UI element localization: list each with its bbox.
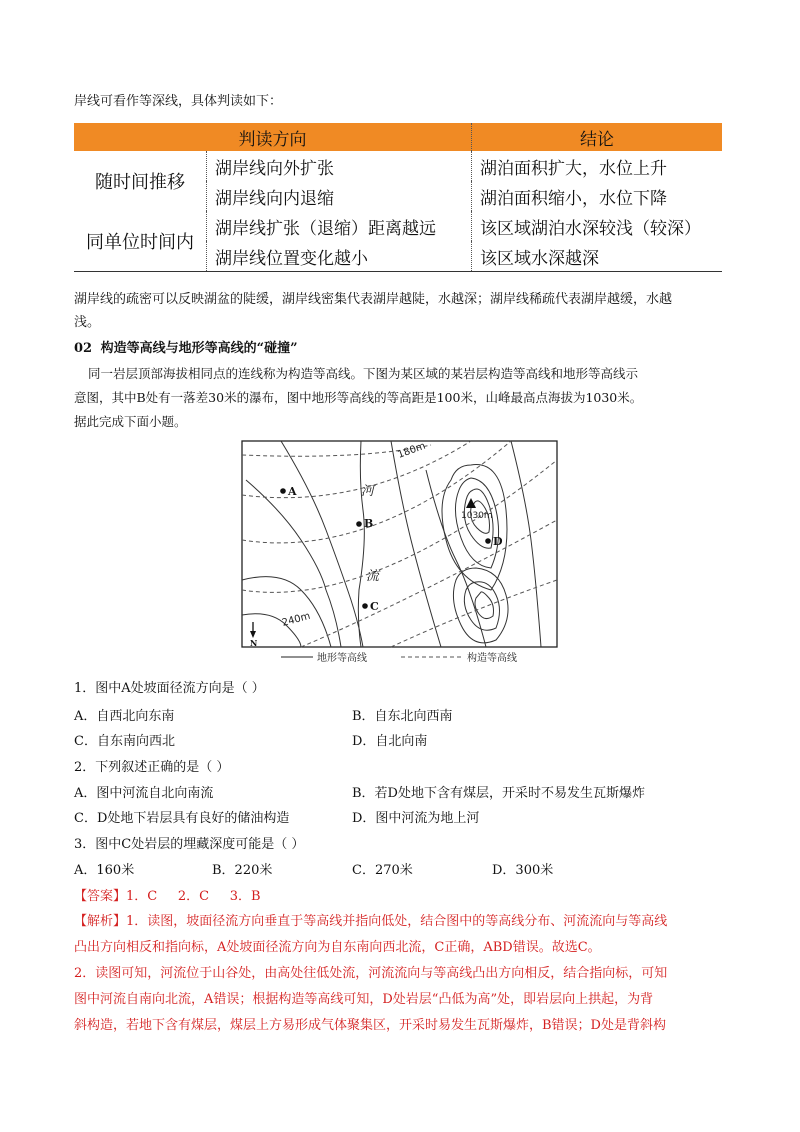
table-cell-direction: 湖岸线扩张（退缩）距离越远 [207, 211, 472, 241]
section-number: 02 [74, 341, 93, 356]
answer-label: 【答案】 [74, 889, 127, 904]
river-label-1: 河 [361, 484, 375, 499]
question-2-stem: 2．下列叙述正确的是（ ） [74, 760, 230, 775]
question-1-option-b: B．自东北向西南 [352, 709, 453, 724]
analysis-text: 1．读图，坡面径流方向垂直于等高线并指向低处，结合图中的等高线分布、河流流向与等高线 [126, 914, 668, 929]
table-cell-conclusion: 该区域湖泊水深较浅（较深） [480, 218, 701, 239]
point-c-marker [362, 603, 368, 609]
point-a-marker [280, 488, 286, 494]
question-2-option-d: D．图中河流为地上河 [352, 811, 480, 826]
question-3-stem: 3．图中C处岩层的埋藏深度可能是（ ） [74, 837, 305, 852]
section-heading [74, 340, 298, 358]
question-2-option-c: C．D处地下岩层具有良好的储油构造 [74, 811, 290, 826]
question-3-option-b: B．220米 [212, 863, 273, 878]
answer-text: 1．C 2．C 3．B [126, 889, 261, 904]
table-group-label: 同单位时间内 [74, 211, 207, 272]
table-cell-conclusion: 该区域水深越深 [472, 241, 723, 272]
question-2-option-a: A．图中河流自北向南流 [74, 786, 214, 801]
point-a-label: A [288, 485, 297, 498]
answer-line [74, 888, 261, 906]
contour-label-180: 180m [396, 440, 428, 461]
analysis-line-1 [74, 913, 667, 931]
table-cell-direction: 湖岸线位置变化越小 [207, 241, 472, 272]
intro-text: 岸线可看作等深线，具体判读如下： [74, 94, 283, 109]
north-label: N [250, 638, 258, 648]
table-cell-conclusion: 湖泊面积缩小，水位下降 [480, 188, 667, 209]
river-label-2: 流 [366, 569, 380, 584]
table-group-label: 随时间推移 [95, 172, 185, 193]
table-cell-conclusion: 湖泊面积扩大，水位上升 [480, 158, 667, 179]
question-3-option-d: D．300米 [492, 863, 554, 878]
question-1-option-c: C．自东南向西北 [74, 734, 175, 749]
point-d-marker [485, 538, 491, 544]
question-1-option-d: D．自北向南 [352, 734, 428, 749]
table-header-direction: 判读方向 [74, 123, 472, 151]
question-2-option-b: B．若D处地下含有煤层，开采时不易发生瓦斯爆炸 [352, 786, 645, 801]
question-3-option-c: C．270米 [352, 863, 413, 878]
judgement-table [74, 123, 722, 272]
section-title: 构造等高线与地形等高线的“碰撞” [100, 341, 298, 356]
legend-terrain-label: 地形等高线 [317, 653, 367, 664]
table-header-conclusion: 结论 [472, 123, 723, 151]
passage-line-3: 据此完成下面小题。 [74, 414, 187, 429]
note-line-2: 浅。 [74, 315, 101, 330]
note-line-1: 湖岸线的疏密可以反映湖盆的陡缓，湖岸线密集代表湖岸越陡，水越深；湖岸线稀疏代表湖岸越缓，水越 [74, 292, 673, 307]
question-3-option-a: A．160米 [74, 863, 135, 878]
point-c-label: C [370, 600, 379, 613]
question-1-stem: 1．图中A处坡面径流方向是（ ） [74, 681, 265, 696]
point-b-label: B [364, 517, 374, 530]
analysis-line-2: 凸出方向相反和指向标，A处坡面径流方向为自东南向西北流，C正确，ABD错误。故选C。 [74, 940, 601, 955]
point-d-label: D [493, 535, 503, 548]
passage-line-1: 同一岩层顶部海拔相同点的连线称为构造等高线。下图为某区域的某岩层构造等高线和地形等高线示 [88, 366, 639, 381]
analysis-line-3: 2．读图可知，河流位于山谷处，由高处往低处流，河流流向与等高线凸出方向相反，结合指向标，可知 [74, 966, 668, 981]
question-1-option-a: A．自西北向东南 [74, 709, 175, 724]
analysis-line-5: 斜构造，若地下含有煤层，煤层上方易形成气体聚集区，开采时易发生瓦斯爆炸，B错误；D处是背斜构 [74, 1018, 666, 1033]
analysis-label: 【解析】 [74, 914, 127, 929]
passage-line-2: 意图，其中B处有一落差30米的瀑布，图中地形等高线的等高距是100米，山峰最高点海拔为1030米。 [74, 390, 643, 405]
table-cell-direction: 湖岸线向内退缩 [207, 181, 472, 211]
legend-structure-label: 构造等高线 [467, 653, 517, 664]
contour-label-240: 240m [280, 610, 312, 629]
table-cell-direction: 湖岸线向外扩张 [207, 151, 472, 181]
contour-map [241, 440, 558, 665]
analysis-line-4: 图中河流自南向北流，A错误；根据构造等高线可知，D处岩层“凸低为高”处，即岩层向上拱起，为背 [74, 992, 654, 1007]
point-b-marker [356, 521, 362, 527]
peak-label: 1030m [461, 511, 493, 521]
